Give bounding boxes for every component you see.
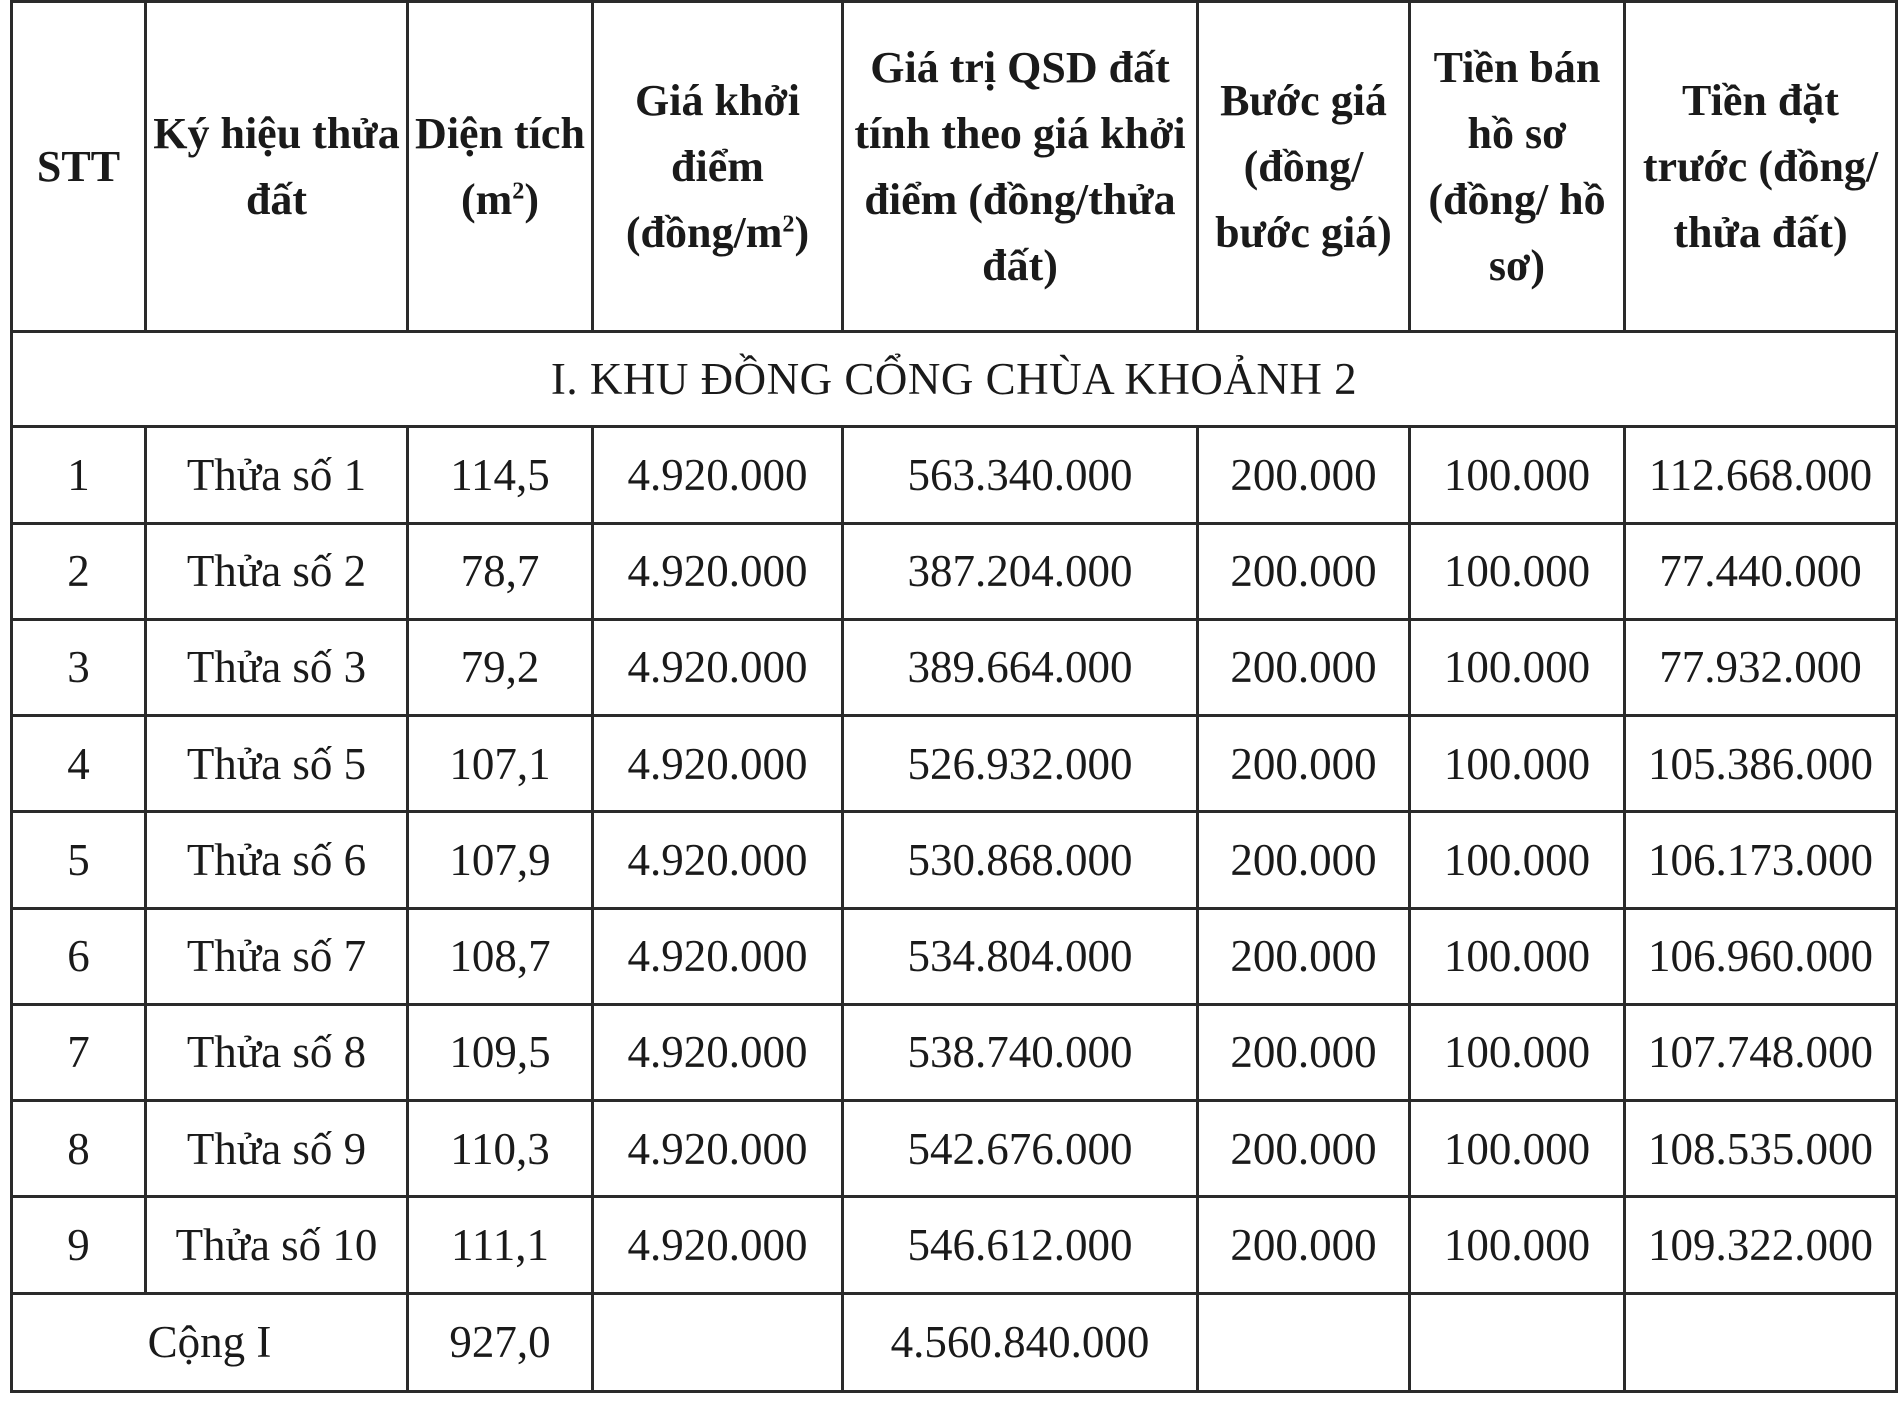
cell-stt: 7 (12, 1004, 146, 1100)
header-dien-tich-sup: 2 (512, 176, 525, 204)
cell-tien-dat-truoc: 112.668.000 (1625, 427, 1897, 523)
table-row (12, 523, 1897, 619)
cell-tien-dat-truoc: 109.322.000 (1625, 1197, 1897, 1293)
cell-ky-hieu: Thửa số 1 (146, 427, 408, 523)
cell-dien-tich: 79,2 (408, 619, 593, 715)
cell-tien-dat-truoc: 77.440.000 (1625, 523, 1897, 619)
header-ky-hieu: Ký hiệu thửa đất (146, 2, 408, 332)
land-auction-table (10, 0, 1898, 1393)
cell-gia-tri: 534.804.000 (843, 908, 1198, 1004)
cell-buoc-gia: 200.000 (1198, 908, 1410, 1004)
total-row (12, 1293, 1897, 1391)
cell-tien-ho-so: 100.000 (1410, 523, 1625, 619)
cell-dien-tich: 107,1 (408, 716, 593, 812)
header-tien-ban-ho-so: Tiền bán hồ sơ (đồng/ hồ sơ) (1410, 2, 1625, 332)
cell-tien-ho-so: 100.000 (1410, 812, 1625, 908)
header-dien-tich (408, 2, 593, 332)
cell-stt: 9 (12, 1197, 146, 1293)
table-row (12, 812, 1897, 908)
total-dien-tich: 927,0 (408, 1293, 593, 1391)
cell-tien-ho-so: 100.000 (1410, 716, 1625, 812)
total-empty-tien-ho-so (1410, 1293, 1625, 1391)
cell-buoc-gia: 200.000 (1198, 1101, 1410, 1197)
document-page (10, 0, 1895, 1393)
cell-ky-hieu: Thửa số 5 (146, 716, 408, 812)
cell-tien-ho-so: 100.000 (1410, 619, 1625, 715)
cell-dien-tich: 111,1 (408, 1197, 593, 1293)
cell-tien-ho-so: 100.000 (1410, 1197, 1625, 1293)
cell-dien-tich: 110,3 (408, 1101, 593, 1197)
cell-gia-khoi-diem: 4.920.000 (593, 1101, 843, 1197)
cell-gia-tri: 389.664.000 (843, 619, 1198, 715)
cell-tien-ho-so: 100.000 (1410, 1101, 1625, 1197)
cell-gia-tri: 563.340.000 (843, 427, 1198, 523)
header-tien-dat-truoc: Tiền đặt trước (đồng/ thửa đất) (1625, 2, 1897, 332)
cell-gia-khoi-diem: 4.920.000 (593, 812, 843, 908)
cell-gia-tri: 526.932.000 (843, 716, 1198, 812)
section-title: I. KHU ĐỒNG CỔNG CHÙA KHOẢNH 2 (12, 332, 1897, 427)
cell-buoc-gia: 200.000 (1198, 1197, 1410, 1293)
cell-buoc-gia: 200.000 (1198, 523, 1410, 619)
cell-tien-dat-truoc: 106.173.000 (1625, 812, 1897, 908)
cell-gia-tri: 538.740.000 (843, 1004, 1198, 1100)
cell-ky-hieu: Thửa số 7 (146, 908, 408, 1004)
cell-buoc-gia: 200.000 (1198, 812, 1410, 908)
cell-gia-tri: 387.204.000 (843, 523, 1198, 619)
cell-gia-tri: 530.868.000 (843, 812, 1198, 908)
cell-tien-dat-truoc: 77.932.000 (1625, 619, 1897, 715)
section-row (12, 332, 1897, 427)
cell-dien-tich: 109,5 (408, 1004, 593, 1100)
cell-gia-khoi-diem: 4.920.000 (593, 908, 843, 1004)
cell-tien-dat-truoc: 107.748.000 (1625, 1004, 1897, 1100)
header-dien-tich-close: ) (524, 174, 540, 224)
cell-ky-hieu: Thửa số 2 (146, 523, 408, 619)
cell-buoc-gia: 200.000 (1198, 1004, 1410, 1100)
cell-gia-khoi-diem: 4.920.000 (593, 427, 843, 523)
cell-buoc-gia: 200.000 (1198, 619, 1410, 715)
header-stt: STT (12, 2, 146, 332)
table-row (12, 619, 1897, 715)
cell-gia-khoi-diem: 4.920.000 (593, 1004, 843, 1100)
header-row (12, 2, 1897, 332)
header-gia-khoi-diem-sup: 2 (782, 209, 795, 237)
cell-gia-khoi-diem: 4.920.000 (593, 619, 843, 715)
cell-stt: 5 (12, 812, 146, 908)
cell-stt: 1 (12, 427, 146, 523)
total-empty-tien-dat-truoc (1625, 1293, 1897, 1391)
cell-buoc-gia: 200.000 (1198, 427, 1410, 523)
table-row (12, 908, 1897, 1004)
cell-stt: 8 (12, 1101, 146, 1197)
total-gia-tri: 4.560.840.000 (843, 1293, 1198, 1391)
table-row (12, 427, 1897, 523)
cell-gia-khoi-diem: 4.920.000 (593, 523, 843, 619)
cell-gia-tri: 546.612.000 (843, 1197, 1198, 1293)
cell-ky-hieu: Thửa số 6 (146, 812, 408, 908)
table-row (12, 1004, 1897, 1100)
cell-stt: 4 (12, 716, 146, 812)
cell-dien-tich: 108,7 (408, 908, 593, 1004)
header-dien-tich-text: Diện tích (m (415, 108, 585, 224)
cell-tien-ho-so: 100.000 (1410, 1004, 1625, 1100)
cell-dien-tich: 78,7 (408, 523, 593, 619)
cell-dien-tich: 107,9 (408, 812, 593, 908)
cell-dien-tich: 114,5 (408, 427, 593, 523)
table-row (12, 716, 1897, 812)
cell-stt: 3 (12, 619, 146, 715)
cell-tien-dat-truoc: 108.535.000 (1625, 1101, 1897, 1197)
header-gia-tri-qsd: Giá trị QSD đất tính theo giá khởi điểm (đồng/thửa đất) (843, 2, 1198, 332)
cell-stt: 2 (12, 523, 146, 619)
cell-ky-hieu: Thửa số 8 (146, 1004, 408, 1100)
header-gia-khoi-diem-close: ) (794, 207, 810, 257)
cell-ky-hieu: Thửa số 9 (146, 1101, 408, 1197)
table-row (12, 1197, 1897, 1293)
cell-ky-hieu: Thửa số 10 (146, 1197, 408, 1293)
cell-ky-hieu: Thửa số 3 (146, 619, 408, 715)
cell-tien-ho-so: 100.000 (1410, 427, 1625, 523)
cell-gia-khoi-diem: 4.920.000 (593, 1197, 843, 1293)
cell-gia-khoi-diem: 4.920.000 (593, 716, 843, 812)
cell-tien-dat-truoc: 105.386.000 (1625, 716, 1897, 812)
table-row (12, 1101, 1897, 1197)
cell-stt: 6 (12, 908, 146, 1004)
cell-tien-dat-truoc: 106.960.000 (1625, 908, 1897, 1004)
total-empty-buoc-gia (1198, 1293, 1410, 1391)
total-empty-gia-khoi-diem (593, 1293, 843, 1391)
cell-tien-ho-so: 100.000 (1410, 908, 1625, 1004)
header-gia-khoi-diem-text: Giá khởi điểm (đồng/m (625, 75, 800, 257)
cell-buoc-gia: 200.000 (1198, 716, 1410, 812)
header-gia-khoi-diem (593, 2, 843, 332)
header-buoc-gia: Bước giá (đồng/ bước giá) (1198, 2, 1410, 332)
total-label: Cộng I (12, 1293, 408, 1391)
cell-gia-tri: 542.676.000 (843, 1101, 1198, 1197)
